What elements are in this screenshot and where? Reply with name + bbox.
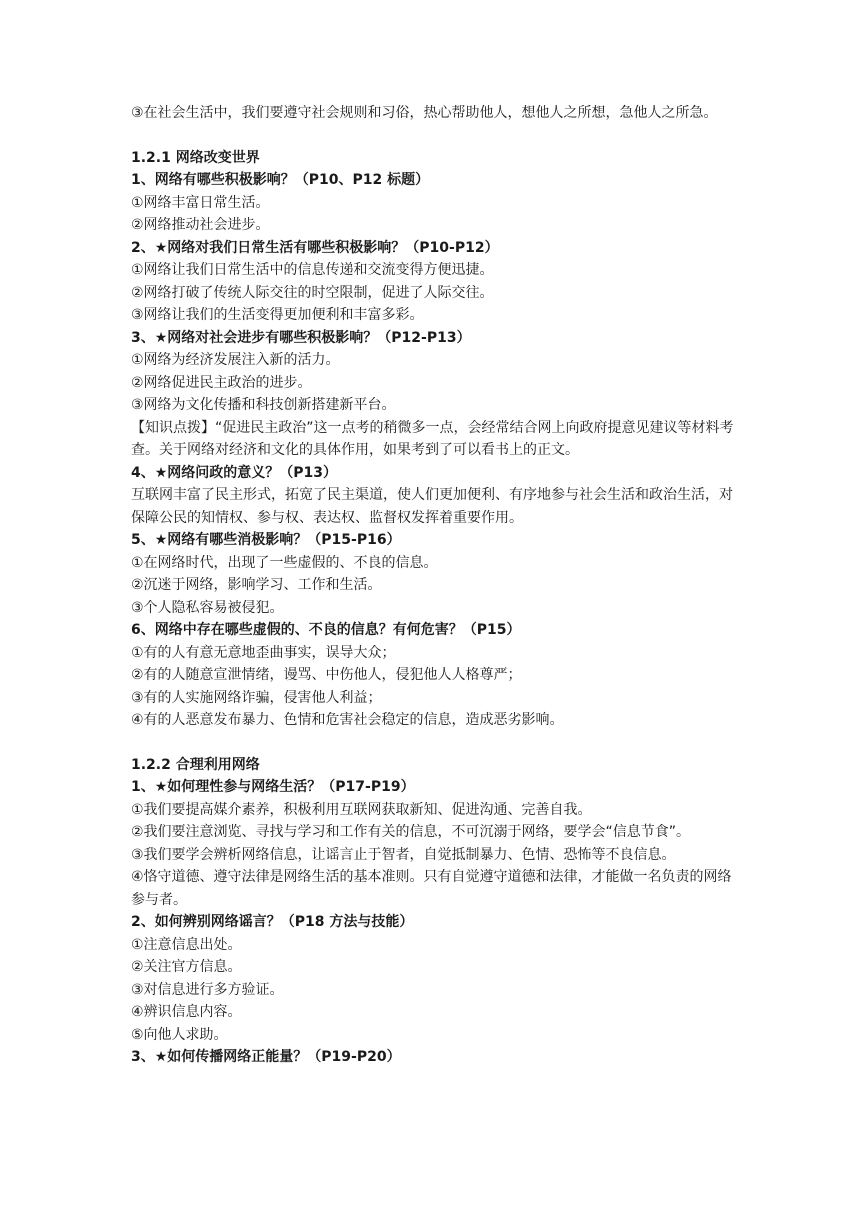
answer-line: ③我们要学会辨析网络信息，让谣言止于智者，自觉抵制暴力、色情、恐怖等不良信息。 [131, 846, 676, 863]
question-heading: 6、网络中存在哪些虚假的、不良的信息？有何危害？（P15） [131, 622, 521, 638]
answer-line: ③网络为文化传播和科技创新搭建新平台。 [131, 397, 396, 413]
answer-line: ⑤向他人求助。 [131, 1026, 228, 1043]
question-heading: 1、网络有哪些积极影响？（P10、P12 标题） [131, 172, 430, 188]
answer-line: ①网络让我们日常生活中的信息传递和交流变得方便迅捷。 [131, 262, 494, 278]
question-heading: 2、如何辨别网络谣言？（P18 方法与技能） [131, 914, 414, 930]
answer-line: ②我们要注意浏览、寻找与学习和工作有关的信息，不可沉溺于网络，要学会“信息节食”。 [131, 824, 691, 840]
section-heading: 1.2.2 合理利用网络 [131, 756, 260, 773]
answer-line: ②沉迷于网络，影响学习、工作和生活。 [131, 577, 382, 593]
answer-line: ②有的人随意宣泄情绪，谩骂、中伤他人，侵犯他人人格尊严； [131, 667, 522, 683]
answer-line: ②网络打破了传统人际交往的时空限制，促进了人际交往。 [131, 284, 494, 301]
question-heading: 1、★如何理性参与网络生活？（P17-P19） [131, 779, 415, 795]
answer-line: ②关注官方信息。 [131, 959, 242, 975]
answer-line: ③个人隐私容易被侵犯。 [131, 599, 284, 616]
answer-line: ②网络推动社会进步。 [131, 217, 270, 233]
question-heading: 2、★网络对我们日常生活有哪些积极影响？（P10-P12） [131, 239, 499, 256]
answer-line: ①注意信息出处。 [131, 936, 242, 953]
answer-line: ③对信息进行多方验证。 [131, 981, 284, 998]
answer-line: ①我们要提高媒介素养，积极利用互联网获取新知、促进沟通、完善自我。 [131, 801, 592, 818]
answer-line: ④辨识信息内容。 [131, 1004, 242, 1020]
knowledge-tip: 【知识点拨】“促进民主政治”这一点考的稍微多一点，会经常结合网上向政府提意见建议等材料考查。关于网络对经济和文化的具体作用，如果考到了可以看书上的正文。 [131, 419, 734, 458]
intro-paragraph: ③在社会生活中，我们要遵守社会规则和习俗，热心帮助他人，想他人之所想，急他人之所急。 [131, 105, 718, 121]
answer-line: ①网络为经济发展注入新的活力。 [131, 352, 340, 368]
section-heading: 1.2.1 网络改变世界 [131, 149, 260, 166]
question-heading: 3、★网络对社会进步有哪些积极影响？（P12-P13） [131, 329, 471, 346]
answer-line: ③网络让我们的生活变得更加便利和丰富多彩。 [131, 307, 424, 323]
document-body [131, 102, 741, 1069]
answer-paragraph: 互联网丰富了民主形式，拓宽了民主渠道，使人们更加便利、有序地参与社会生活和政治生活，对保障公民的知情权、参与权、表达权、监督权发挥着重要作用。 [131, 487, 733, 526]
answer-line: ③有的人实施网络诈骗，侵害他人利益； [131, 689, 382, 706]
question-heading: 4、★网络问政的意义？（P13） [131, 464, 338, 481]
answer-line: ④恪守道德、遵守法律是网络生活的基本准则。只有自觉遵守道德和法律，才能做一名负责的网络参与者。 [131, 869, 732, 908]
answer-line: ①网络丰富日常生活。 [131, 194, 270, 211]
question-heading: 5、★网络有哪些消极影响？（P15-P16） [131, 532, 401, 548]
answer-line: ①在网络时代，出现了一些虚假的、不良的信息。 [131, 554, 438, 571]
answer-line: ②网络促进民主政治的进步。 [131, 374, 312, 391]
answer-line: ④有的人恶意发布暴力、色情和危害社会稳定的信息，造成恶劣影响。 [131, 712, 564, 728]
answer-line: ①有的人有意无意地歪曲事实，误导大众； [131, 644, 396, 661]
question-heading: 3、★如何传播网络正能量？（P19-P20） [131, 1049, 401, 1065]
